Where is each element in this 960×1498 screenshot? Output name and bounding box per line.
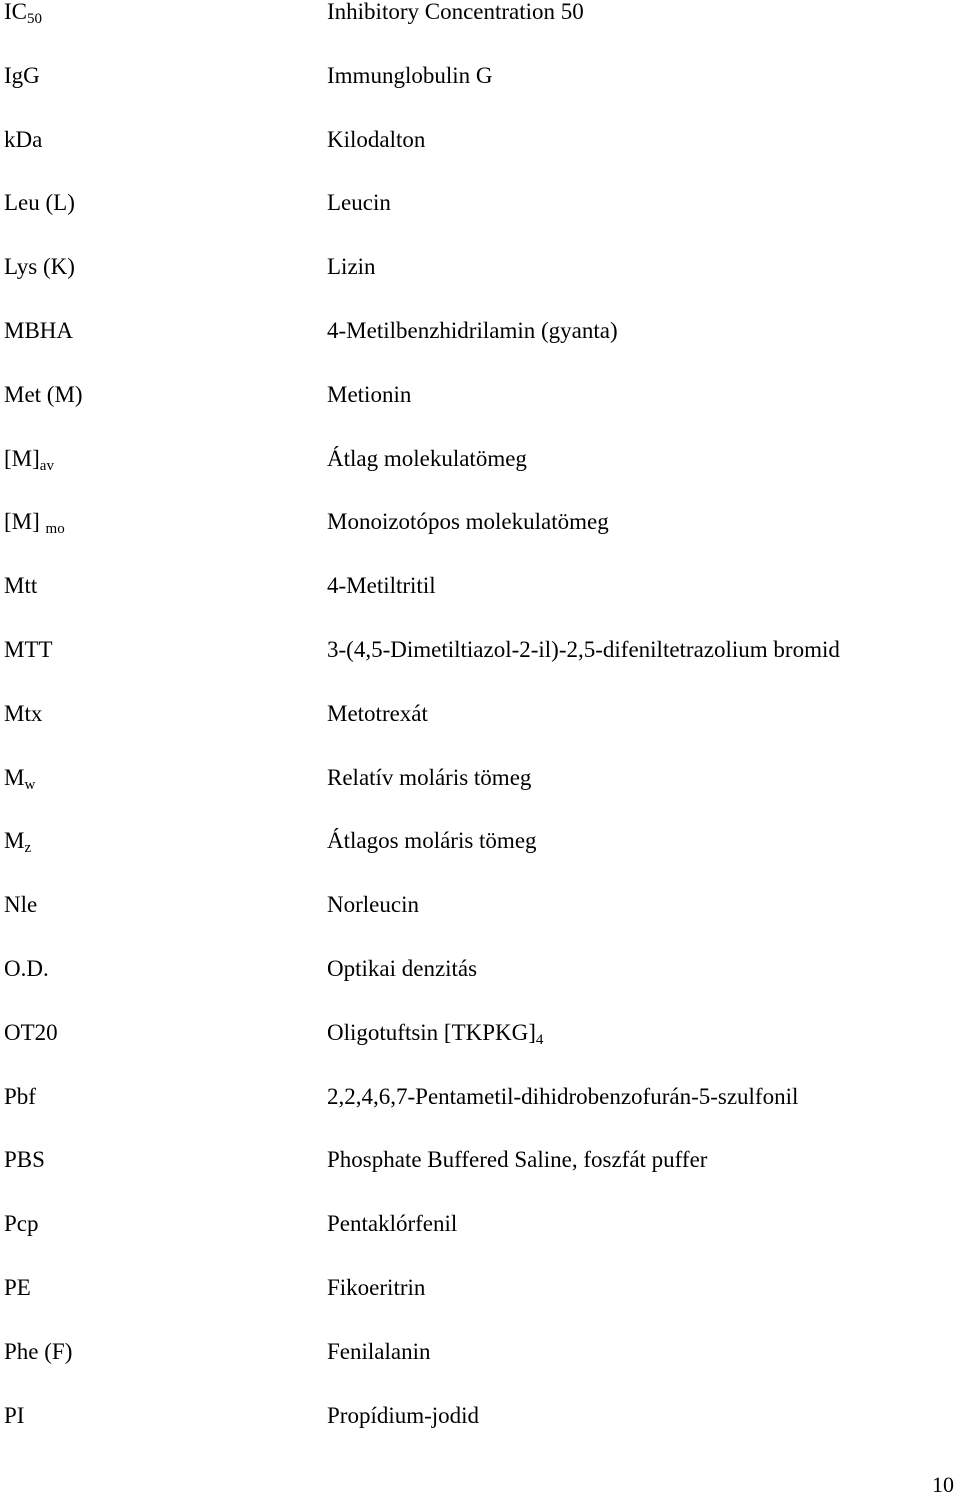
abbreviation-term — [4, 1276, 31, 1300]
abbreviation-definition — [327, 1148, 707, 1172]
abbreviation-row — [0, 893, 960, 957]
abbreviation-definition-text: Pentaklórfenil — [327, 1211, 458, 1237]
abbreviation-term-subscript: 50 — [27, 11, 42, 27]
abbreviation-definition-text: Optikai denzitás — [327, 955, 478, 981]
abbreviation-definition-text: Metotrexát — [327, 700, 428, 726]
abbreviation-definition — [327, 1019, 544, 1048]
abbreviation-definition-text: Fenilalanin — [327, 1338, 431, 1364]
abbreviation-definition-text: Metionin — [327, 381, 412, 407]
abbreviation-term-text: [M] — [4, 509, 40, 535]
page-number: 10 — [932, 1472, 954, 1497]
abbreviation-definition-text: Leucin — [327, 190, 391, 216]
abbreviation-term-text: M — [4, 764, 25, 790]
abbreviation-term-text: Phe (F) — [4, 1338, 73, 1364]
abbreviation-definition-subscript: 4 — [535, 1031, 544, 1048]
abbreviation-term — [4, 1148, 45, 1172]
abbreviation-definition — [327, 1340, 430, 1364]
abbreviation-definition — [327, 255, 376, 279]
abbreviation-definition-text: Norleucin — [327, 892, 419, 918]
abbreviation-term — [4, 191, 75, 215]
abbreviation-term-text: IgG — [4, 62, 40, 88]
abbreviation-definition — [327, 1212, 457, 1236]
abbreviation-definition — [327, 1085, 798, 1109]
abbreviation-row — [0, 638, 960, 702]
abbreviation-term — [4, 1404, 24, 1428]
abbreviation-row — [0, 191, 960, 255]
abbreviation-term-text: M — [4, 828, 25, 854]
abbreviation-definition — [327, 574, 436, 598]
abbreviation-term-text: MBHA — [4, 317, 74, 343]
abbreviation-definition-text: Oligotuftsin [TKPKG] — [327, 1019, 536, 1045]
abbreviation-definition-text: Fikoeritrin — [327, 1274, 426, 1300]
abbreviation-term — [4, 1212, 39, 1236]
abbreviation-term-text: Nle — [4, 892, 38, 918]
abbreviation-term-text: PE — [4, 1274, 31, 1300]
abbreviation-term-text: Met (M) — [4, 381, 83, 407]
abbreviation-term-subscript: av — [39, 457, 54, 474]
abbreviation-term — [4, 764, 36, 793]
abbreviation-definition-text: Propídium-jodid — [327, 1402, 480, 1428]
abbreviation-term-text: OT20 — [4, 1019, 58, 1045]
abbreviation-term — [4, 383, 83, 407]
abbreviation-term-subscript: z — [24, 840, 32, 857]
abbreviation-definition-text: 2,2,4,6,7-Pentametil-dihidrobenzofurán-5-szulfonil — [327, 1083, 799, 1109]
abbreviation-definition — [327, 0, 584, 24]
abbreviation-row — [0, 64, 960, 128]
abbreviation-definition-text: 3-(4,5-Dimetiltiazol-2-il)-2,5-difeniltetrazolium bromid — [327, 636, 840, 662]
abbreviation-definition-text: Immunglobulin G — [327, 62, 493, 88]
abbreviation-term — [4, 893, 37, 917]
abbreviation-term-text: Mtt — [4, 573, 38, 599]
abbreviation-definition-text: Inhibitory Concentration 50 — [327, 0, 584, 24]
abbreviation-row — [0, 574, 960, 638]
abbreviation-term-text: [M] — [4, 445, 40, 471]
abbreviation-definition-text: Átlagos moláris tömeg — [327, 828, 537, 854]
abbreviation-term-subscript: w — [24, 776, 36, 793]
abbreviation-term — [4, 702, 42, 726]
abbreviation-definition-text: 4-Metiltritil — [327, 573, 436, 599]
abbreviation-row — [0, 1404, 960, 1468]
abbreviation-term — [4, 957, 49, 981]
abbreviation-term-text: Mtx — [4, 700, 43, 726]
abbreviation-definition-text: Átlag molekulatömeg — [327, 445, 527, 471]
abbreviation-term — [4, 319, 73, 343]
abbreviation-term — [4, 574, 37, 598]
abbreviation-term — [4, 64, 40, 88]
abbreviation-row — [0, 829, 960, 893]
abbreviation-row — [0, 1085, 960, 1149]
abbreviation-row — [0, 702, 960, 766]
abbreviation-term — [4, 1021, 58, 1045]
abbreviation-term — [4, 128, 42, 152]
abbreviation-definition — [327, 191, 391, 215]
abbreviation-term-text: O.D. — [4, 955, 49, 981]
abbreviation-term-subscript: mo — [45, 521, 65, 538]
abbreviation-definition-text: Phosphate Buffered Saline, foszfát puffer — [327, 1147, 708, 1173]
abbreviation-term-text: PI — [4, 1402, 25, 1428]
abbreviation-definition — [327, 383, 411, 407]
abbreviation-row — [0, 1021, 960, 1085]
abbreviation-term-text: Leu (L) — [4, 190, 75, 216]
abbreviation-definition — [327, 1404, 479, 1428]
abbreviation-definition-text: Lizin — [327, 254, 376, 280]
abbreviation-definition — [327, 829, 537, 853]
abbreviation-definition — [327, 1276, 425, 1300]
abbreviation-row — [0, 319, 960, 383]
abbreviation-row — [0, 1340, 960, 1404]
abbreviation-term — [4, 445, 54, 474]
abbreviation-row — [0, 766, 960, 830]
abbreviation-row — [0, 128, 960, 192]
abbreviation-definition-text: Relatív moláris tömeg — [327, 764, 532, 790]
abbreviation-row — [0, 383, 960, 447]
abbreviation-definition — [327, 319, 618, 343]
abbreviation-term — [4, 509, 65, 538]
abbreviation-definition-text: Kilodalton — [327, 126, 426, 152]
abbreviation-definition — [327, 510, 609, 534]
abbreviation-row — [0, 447, 960, 511]
abbreviation-term — [4, 638, 53, 662]
abbreviation-definition-text: 4-Metilbenzhidrilamin (gyanta) — [327, 317, 618, 343]
abbreviation-term-text: Pcp — [4, 1211, 39, 1237]
abbreviation-definition — [327, 766, 531, 790]
abbreviation-term — [4, 1340, 72, 1364]
abbreviation-term — [4, 255, 75, 279]
abbreviation-row — [0, 1276, 960, 1340]
abbreviation-definition-text: Monoizotópos molekulatömeg — [327, 509, 609, 535]
abbreviation-definition — [327, 128, 425, 152]
abbreviation-term-text: Pbf — [4, 1083, 36, 1109]
abbreviation-row — [0, 957, 960, 1021]
abbreviation-row — [0, 1212, 960, 1276]
abbreviation-term-text: MTT — [4, 636, 53, 662]
abbreviation-term-text: IC — [4, 0, 27, 24]
abbreviation-definition — [327, 64, 492, 88]
abbreviation-row — [0, 1148, 960, 1212]
abbreviation-row — [0, 255, 960, 319]
abbreviation-definition — [327, 638, 840, 662]
abbreviation-definition — [327, 702, 428, 726]
abbreviation-term — [4, 828, 32, 857]
abbreviation-row — [0, 0, 960, 64]
abbreviation-definition — [327, 957, 477, 981]
abbreviation-term — [4, 0, 42, 27]
abbreviation-row — [0, 510, 960, 574]
abbreviation-definition — [327, 447, 527, 471]
abbreviation-definition — [327, 893, 419, 917]
abbreviation-term — [4, 1085, 36, 1109]
abbreviation-term-text: Lys (K) — [4, 254, 75, 280]
abbreviation-term-text: kDa — [4, 126, 43, 152]
abbreviation-term-text: PBS — [4, 1147, 45, 1173]
